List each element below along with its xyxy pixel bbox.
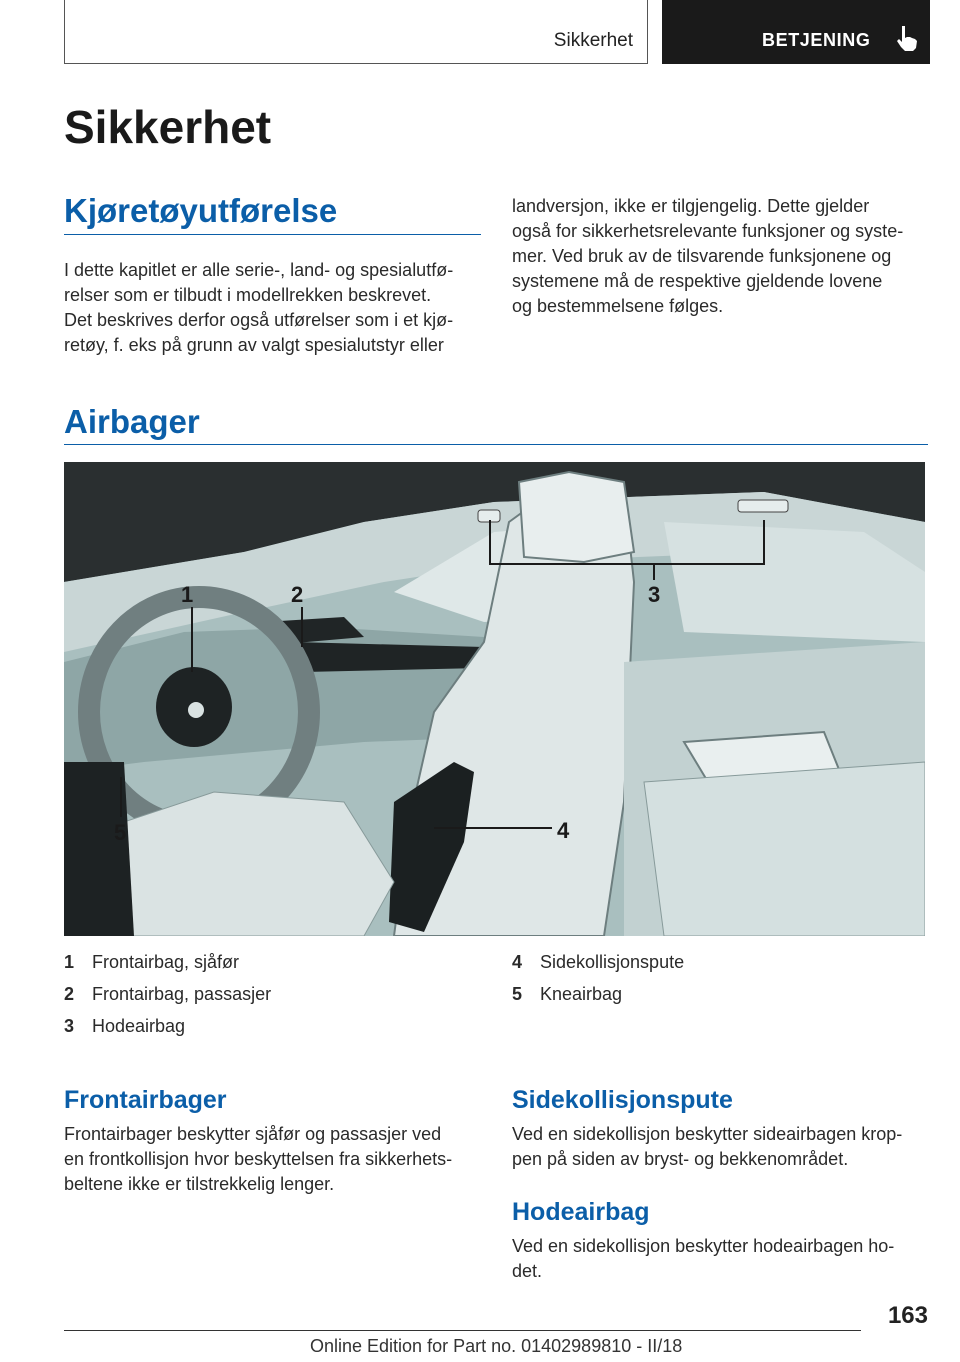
- callout-3: 3: [648, 582, 661, 607]
- text-line: systemene må de respektive gjeldende lovene: [512, 271, 883, 291]
- vehicle-text-left: [64, 258, 484, 358]
- legend-number: 1: [64, 952, 75, 972]
- legend-number: 3: [64, 1016, 75, 1036]
- front-airbags-heading: Frontairbager: [64, 1086, 227, 1114]
- header-section-label: Sikkerhet: [553, 30, 633, 51]
- legend-number: 5: [512, 984, 523, 1004]
- text-line: Frontairbager beskytter sjåfør og passasjer ved: [64, 1124, 442, 1144]
- legend-item: [64, 950, 464, 974]
- callout-1: 1: [181, 582, 194, 607]
- legend-number: 4: [512, 952, 523, 972]
- text-line: beltene ikke er tilstrekkelig lenger.: [64, 1174, 335, 1194]
- legend-item: [64, 1014, 464, 1038]
- header-chapter-tab: [662, 0, 930, 64]
- legend-text: Hodeairbag: [92, 1016, 186, 1036]
- text-line: Det beskrives derfor også utførelser som i et kjø-: [64, 310, 454, 330]
- text-line: Ved en sidekollisjon beskytter hodeairbagen ho-: [512, 1236, 895, 1256]
- text-line: relser som er tilbudt i modellrekken beskrevet.: [64, 285, 432, 305]
- callout-5: 5: [114, 820, 127, 845]
- text-line: en frontkollisjon hvor beskyttelsen fra sikkerhets-: [64, 1149, 453, 1169]
- head-airbag-text: [512, 1234, 932, 1284]
- header-section-tab: [64, 0, 648, 64]
- legend-item: [64, 982, 464, 1006]
- text-line: I dette kapitlet er alle serie-, land- og spesialutfø-: [64, 260, 454, 280]
- legend-text: Sidekollisjonspute: [540, 952, 685, 972]
- side-airbag-heading: Sidekollisjonspute: [512, 1086, 733, 1114]
- vehicle-heading-rule: [64, 234, 481, 235]
- legend-number: 2: [64, 984, 75, 1004]
- text-line: mer. Ved bruk av de tilsvarende funksjonene og: [512, 246, 892, 266]
- callout-2: 2: [291, 582, 304, 607]
- legend-text: Frontairbag, sjåfør: [92, 952, 240, 972]
- legend-item: [512, 950, 912, 974]
- airbags-heading-rule: [64, 444, 928, 445]
- callout-4: 4: [557, 818, 570, 843]
- legend-text: Kneairbag: [540, 984, 623, 1004]
- page-number: 163: [887, 1302, 928, 1329]
- header-chapter-label: BETJENING: [762, 30, 871, 50]
- text-line: landversjon, ikke er tilgjengelig. Dette gjelder: [512, 196, 870, 216]
- text-line: retøy, f. eks på grunn av valgt spesialutstyr eller: [64, 335, 444, 355]
- text-line: og bestemmelsene følges.: [512, 296, 724, 316]
- car-interior-illustration: [64, 462, 925, 936]
- text-line: pen på siden av bryst- og bekkenområdet.: [512, 1149, 849, 1169]
- vehicle-text-right: [512, 194, 932, 319]
- vehicle-heading: Kjøretøyutførelse: [64, 192, 338, 229]
- front-airbags-text: [64, 1122, 494, 1197]
- text-line: det.: [512, 1261, 543, 1281]
- head-airbag-heading: Hodeairbag: [512, 1198, 650, 1226]
- airbags-heading: Airbager: [64, 403, 200, 440]
- page-title: Sikkerhet: [64, 101, 272, 153]
- footer-rule: [64, 1330, 861, 1331]
- hand-pointer-icon: [894, 24, 920, 52]
- footer-edition: Online Edition for Part no. 01402989810 - II/18: [310, 1336, 683, 1356]
- interior-drawing: [64, 462, 925, 936]
- legend-item: [512, 982, 912, 1006]
- text-line: også for sikkerhetsrelevante funksjoner og syste-: [512, 221, 904, 241]
- side-airbag-text: [512, 1122, 932, 1172]
- legend-text: Frontairbag, passasjer: [92, 984, 272, 1004]
- text-line: Ved en sidekollisjon beskytter sideairbagen krop-: [512, 1124, 903, 1144]
